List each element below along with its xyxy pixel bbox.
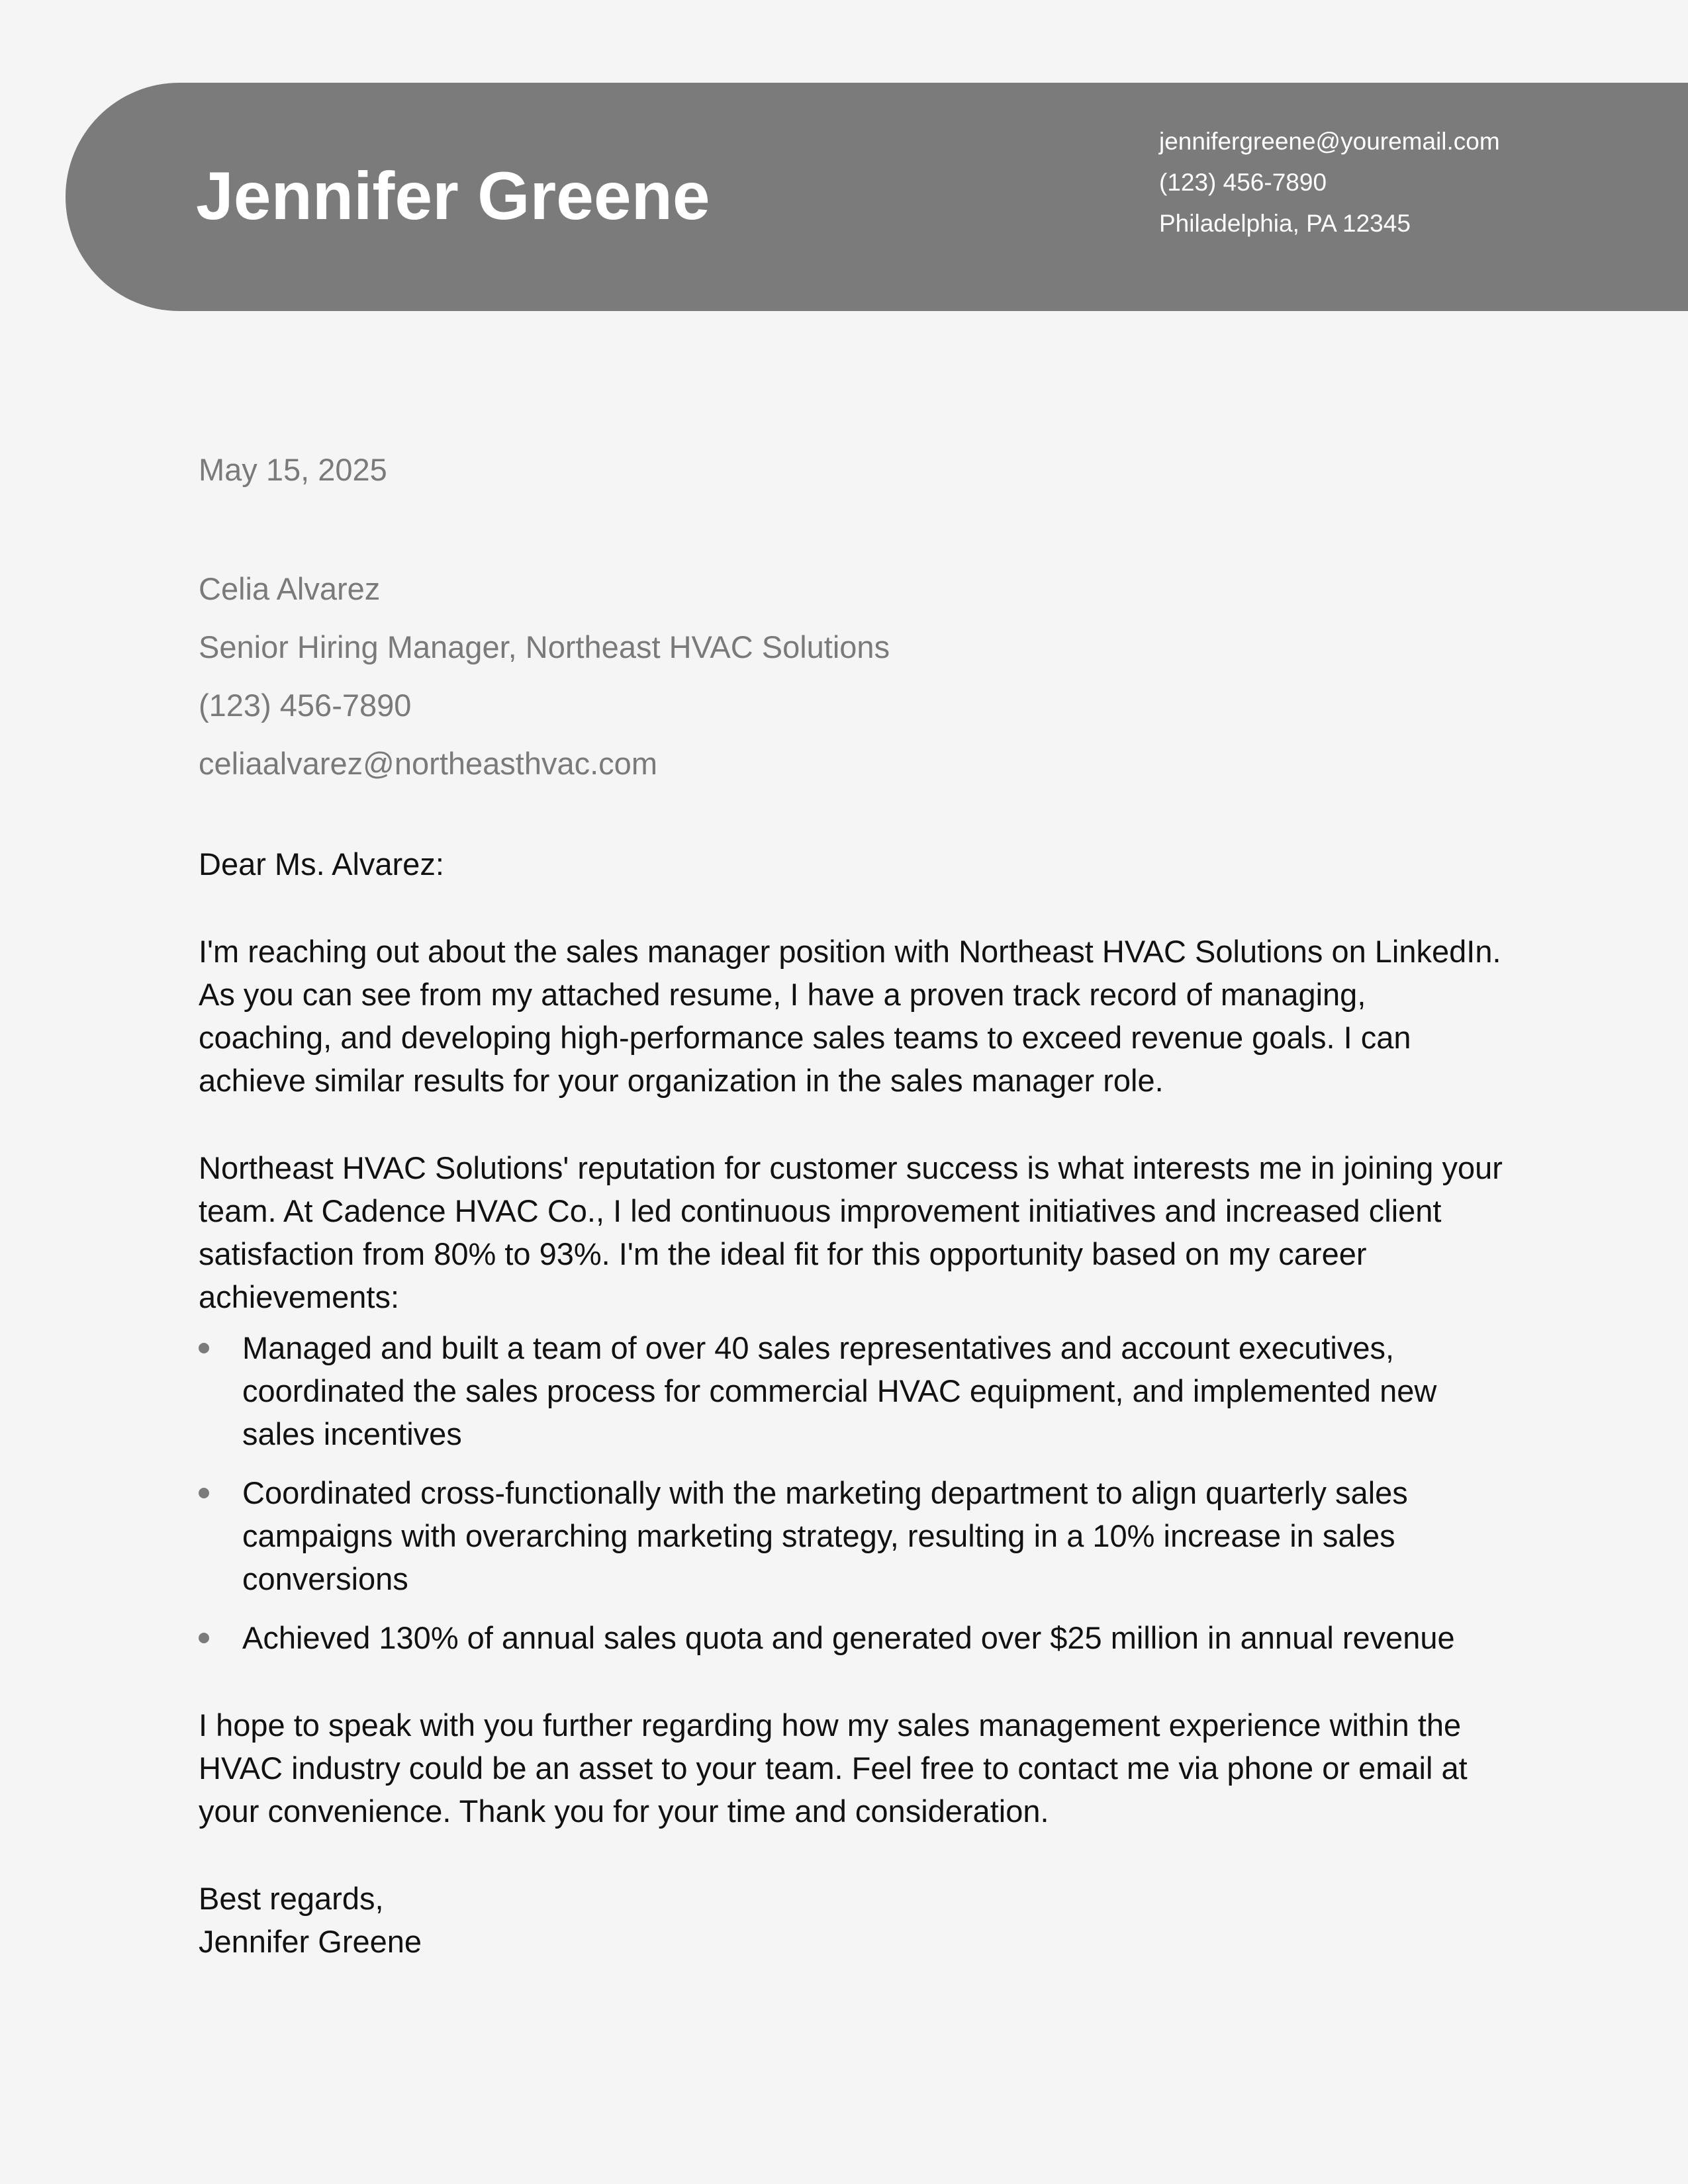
applicant-name: Jennifer Greene (196, 158, 710, 234)
salutation: Dear Ms. Alvarez: (199, 846, 444, 882)
paragraph-intro: I'm reaching out about the sales manager position with Northeast HVAC Solutions on LinkedIn. As you can see from my attached resume, I have a proven track record of managing, coaching, and developing high-performance sales teams to exceed revenue goals. I can achieve similar results for your organization in the sales manager role. (199, 934, 1501, 1098)
bullet-icon (199, 1343, 209, 1353)
recipient-block (199, 560, 890, 793)
letter-body (199, 842, 1506, 1963)
recipient-title: Senior Hiring Manager, Northeast HVAC Solutions (199, 629, 890, 664)
list-item-text: Coordinated cross-functionally with the marketing department to align quarterly sales campaigns with overarching marketing strategy, resulting in a 10% increase in sales conversions (242, 1475, 1408, 1596)
applicant-email: jennifergreene@youremail.com (1159, 128, 1500, 155)
paragraph-interest: Northeast HVAC Solutions' reputation for customer success is what interests me in joining your team. At Cadence HVAC Co., I led continuous improvement initiatives and increased client satisfaction from 80% to 93%. I'm the ideal fit for this opportunity based on my career achievements: (199, 1150, 1503, 1314)
list-item (199, 1471, 1506, 1600)
paragraph-closing: I hope to speak with you further regarding how my sales management experience within the HVAC industry could be an asset to your team. Feel free to contact me via phone or email at your convenience. Thank you for your time and consideration. (199, 1707, 1468, 1829)
applicant-phone: (123) 456-7890 (1159, 169, 1327, 196)
recipient-name: Celia Alvarez (199, 571, 381, 606)
bullet-icon (199, 1488, 209, 1498)
applicant-location: Philadelphia, PA 12345 (1159, 210, 1411, 237)
list-item-text: Managed and built a team of over 40 sales representatives and account executives, coordinated the sales process for commercial HVAC equipment, and implemented new sales incentives (242, 1330, 1437, 1451)
letter-date: May 15, 2025 (199, 452, 387, 487)
list-item (199, 1326, 1506, 1455)
list-item (199, 1616, 1506, 1659)
achievements-list (199, 1326, 1506, 1659)
signature: Jennifer Greene (199, 1924, 422, 1959)
recipient-email: celiaalvarez@northeasthvac.com (199, 746, 657, 781)
applicant-contact (1159, 126, 1556, 250)
header-band (66, 83, 1688, 311)
bullet-icon (199, 1633, 209, 1643)
closing-phrase: Best regards, (199, 1881, 384, 1916)
recipient-phone: (123) 456-7890 (199, 688, 412, 723)
list-item-text: Achieved 130% of annual sales quota and generated over $25 million in annual revenue (242, 1620, 1455, 1655)
